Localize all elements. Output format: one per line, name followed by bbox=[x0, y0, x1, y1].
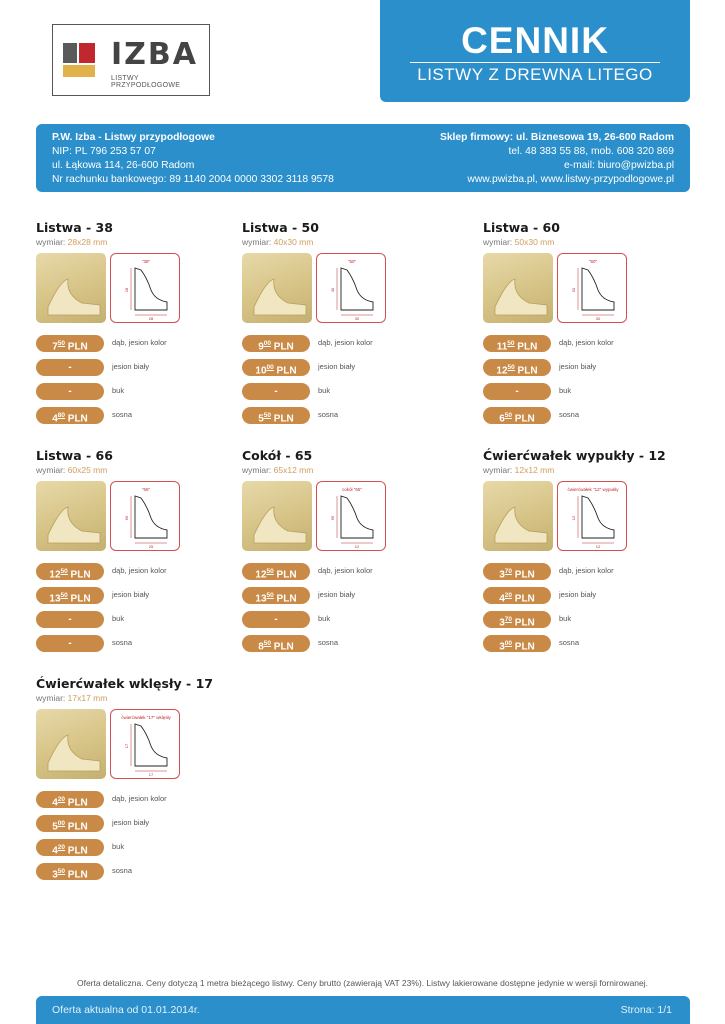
wood-type-label: buk bbox=[112, 386, 125, 395]
price-value: $3^{70}$ PLN bbox=[483, 563, 551, 580]
technical-drawing bbox=[316, 253, 386, 323]
technical-drawing bbox=[557, 481, 627, 551]
molding-profile-icon bbox=[46, 733, 102, 773]
molding-profile-icon bbox=[46, 505, 102, 545]
profile-drawing-icon bbox=[558, 482, 628, 552]
price-value: $6^{50}$ PLN bbox=[483, 407, 551, 424]
page-subtitle: LISTWY Z DREWNA LITEGO bbox=[417, 65, 653, 84]
svg-text:17: 17 bbox=[148, 772, 154, 777]
product-dimension: wymiar: 12x12 mm bbox=[483, 465, 555, 475]
product-images bbox=[242, 253, 442, 325]
price-value: $3^{50}$ PLN bbox=[36, 863, 104, 880]
price-row bbox=[242, 563, 442, 587]
price-value: $5^{00}$ PLN bbox=[36, 815, 104, 832]
price-row bbox=[36, 335, 236, 359]
price-row bbox=[36, 587, 236, 611]
product-name: Ćwierćwałek wypukły - 12 bbox=[483, 448, 666, 463]
product-name: Listwa - 60 bbox=[483, 220, 560, 235]
shop-details bbox=[440, 131, 674, 187]
logo-tagline: LISTWY PRZYPODŁOGOWE bbox=[111, 75, 181, 89]
svg-text:50: 50 bbox=[571, 287, 576, 293]
price-list bbox=[483, 335, 683, 431]
svg-text:"38": "38" bbox=[141, 259, 151, 264]
price-value: - bbox=[242, 383, 310, 400]
wood-type-label: buk bbox=[112, 842, 125, 851]
product-dimension: wymiar: 17x17 mm bbox=[36, 693, 108, 703]
price-value: $5^{50}$ PLN bbox=[242, 407, 310, 424]
product-card bbox=[242, 220, 442, 431]
product-photo bbox=[242, 253, 312, 323]
svg-text:65: 65 bbox=[330, 515, 335, 521]
product-dimension: wymiar: 60x25 mm bbox=[36, 465, 108, 475]
product-card bbox=[483, 448, 683, 659]
svg-text:12: 12 bbox=[354, 544, 360, 549]
product-images bbox=[36, 709, 236, 781]
price-list bbox=[483, 563, 683, 659]
price-value: $13^{50}$ PLN bbox=[242, 587, 310, 604]
wood-type-label: buk bbox=[318, 614, 331, 623]
profile-drawing-icon bbox=[317, 254, 387, 324]
molding-profile-icon bbox=[252, 505, 308, 545]
price-value: $4^{20}$ PLN bbox=[483, 587, 551, 604]
price-row bbox=[242, 407, 442, 431]
price-row bbox=[483, 383, 683, 407]
price-value: $3^{70}$ PLN bbox=[483, 611, 551, 628]
price-row bbox=[36, 863, 236, 887]
wood-type-label: jesion biały bbox=[112, 362, 150, 371]
product-name: Cokół - 65 bbox=[242, 448, 313, 463]
svg-text:60: 60 bbox=[124, 515, 129, 521]
price-row bbox=[36, 383, 236, 407]
shop-email[interactable]: e-mail: biuro@pwizba.pl bbox=[563, 160, 674, 171]
company-info-bar bbox=[36, 124, 690, 192]
price-row bbox=[36, 815, 236, 839]
svg-text:25: 25 bbox=[148, 544, 154, 549]
wood-type-label: dąb, jesion kolor bbox=[112, 794, 167, 803]
price-value: $12^{50}$ PLN bbox=[483, 359, 551, 376]
price-value: $9^{00}$ PLN bbox=[242, 335, 310, 352]
company-details bbox=[52, 131, 334, 187]
wood-type-label: jesion biały bbox=[112, 818, 150, 827]
product-name: Listwa - 38 bbox=[36, 220, 113, 235]
product-dimension: wymiar: 28x28 mm bbox=[36, 237, 108, 247]
technical-drawing bbox=[110, 481, 180, 551]
wood-type-label: dąb, jesion kolor bbox=[112, 338, 167, 347]
price-value: $13^{50}$ PLN bbox=[36, 587, 104, 604]
svg-text:30: 30 bbox=[354, 316, 360, 321]
wood-type-label: sosna bbox=[112, 638, 133, 647]
price-value: - bbox=[36, 359, 104, 376]
price-row bbox=[483, 563, 683, 587]
footer-note: Oferta detaliczna. Ceny dotyczą 1 metra bieżącego listwy. Ceny brutto (zawierają VAT 23%). Listwy lakierowane dostępne jedynie w wersji fornirowanej. bbox=[76, 978, 649, 988]
product-name: Listwa - 50 bbox=[242, 220, 319, 235]
price-row bbox=[36, 611, 236, 635]
price-value: $4^{20}$ PLN bbox=[36, 839, 104, 856]
wood-type-label: sosna bbox=[112, 866, 133, 875]
molding-profile-icon bbox=[493, 277, 549, 317]
price-value: $7^{50}$ PLN bbox=[36, 335, 104, 352]
product-card bbox=[36, 448, 236, 659]
wood-type-label: jesion biały bbox=[559, 362, 597, 371]
price-value: $8^{50}$ PLN bbox=[242, 635, 310, 652]
product-dimension: wymiar: 50x30 mm bbox=[483, 237, 555, 247]
wood-type-label: buk bbox=[318, 386, 331, 395]
product-images bbox=[483, 481, 683, 553]
title-banner bbox=[380, 0, 690, 102]
shop-address: Sklep firmowy: ul. Biznesowa 19, 26-600 Radom bbox=[439, 132, 674, 143]
logo-name: IZBA bbox=[111, 37, 198, 72]
product-dimension: wymiar: 40x30 mm bbox=[242, 237, 314, 247]
technical-drawing bbox=[110, 709, 180, 779]
price-value: - bbox=[36, 611, 104, 628]
price-row bbox=[483, 335, 683, 359]
price-list bbox=[36, 791, 236, 887]
price-row bbox=[242, 359, 442, 383]
molding-profile-icon bbox=[493, 505, 549, 545]
product-photo bbox=[483, 481, 553, 551]
price-value: $4^{20}$ PLN bbox=[36, 791, 104, 808]
price-row bbox=[36, 563, 236, 587]
technical-drawing bbox=[557, 253, 627, 323]
logo-mark-icon bbox=[63, 43, 95, 77]
price-row bbox=[483, 611, 683, 635]
page-title: CENNIK bbox=[461, 20, 609, 61]
wood-type-label: dąb, jesion kolor bbox=[559, 566, 614, 575]
title-divider bbox=[410, 62, 660, 63]
wood-type-label: jesion biały bbox=[112, 590, 150, 599]
product-card bbox=[483, 220, 683, 431]
price-row bbox=[483, 359, 683, 383]
price-value: $12^{50}$ PLN bbox=[242, 563, 310, 580]
price-value: - bbox=[483, 383, 551, 400]
price-list bbox=[36, 563, 236, 659]
price-list bbox=[242, 563, 442, 659]
product-dimension: wymiar: 65x12 mm bbox=[242, 465, 314, 475]
price-row bbox=[242, 635, 442, 659]
page-number: Strona: 1/1 bbox=[620, 1004, 672, 1016]
price-value: $12^{50}$ PLN bbox=[36, 563, 104, 580]
technical-drawing bbox=[110, 253, 180, 323]
price-row bbox=[36, 359, 236, 383]
wood-type-label: dąb, jesion kolor bbox=[318, 566, 373, 575]
product-images bbox=[242, 481, 442, 553]
price-list bbox=[36, 335, 236, 431]
shop-phone: tel. 48 383 55 88, mob. 608 320 869 bbox=[508, 146, 674, 157]
svg-text:ćwierćwałek "12" wypukły: ćwierćwałek "12" wypukły bbox=[567, 487, 619, 492]
profile-drawing-icon bbox=[317, 482, 387, 552]
price-row bbox=[36, 635, 236, 659]
svg-text:40: 40 bbox=[330, 287, 335, 293]
shop-website[interactable]: www.pwizba.pl, www.listwy-przypodlogowe.pl bbox=[467, 174, 674, 185]
svg-text:"50": "50" bbox=[347, 259, 357, 264]
profile-drawing-icon bbox=[111, 710, 181, 780]
svg-text:17: 17 bbox=[124, 743, 129, 749]
wood-type-label: sosna bbox=[112, 410, 133, 419]
product-card bbox=[36, 220, 236, 431]
price-value: - bbox=[242, 611, 310, 628]
price-value: $11^{50}$ PLN bbox=[483, 335, 551, 352]
wood-type-label: sosna bbox=[559, 410, 580, 419]
wood-type-label: jesion biały bbox=[318, 590, 356, 599]
price-value: $3^{00}$ PLN bbox=[483, 635, 551, 652]
svg-text:"66": "66" bbox=[141, 487, 151, 492]
price-row bbox=[242, 335, 442, 359]
svg-text:28: 28 bbox=[124, 287, 129, 293]
svg-text:"60": "60" bbox=[588, 259, 598, 264]
wood-type-label: buk bbox=[112, 614, 125, 623]
product-photo bbox=[483, 253, 553, 323]
molding-profile-icon bbox=[46, 277, 102, 317]
price-row bbox=[483, 587, 683, 611]
company-address: ul. Łąkowa 114, 26-600 Radom bbox=[52, 160, 195, 171]
price-value: $10^{00}$ PLN bbox=[242, 359, 310, 376]
price-row bbox=[242, 383, 442, 407]
wood-type-label: sosna bbox=[318, 410, 339, 419]
technical-drawing bbox=[316, 481, 386, 551]
profile-drawing-icon bbox=[111, 482, 181, 552]
product-card bbox=[242, 448, 442, 659]
price-row bbox=[483, 407, 683, 431]
wood-type-label: buk bbox=[559, 614, 572, 623]
product-name: Ćwierćwałek wklęsły - 17 bbox=[36, 676, 213, 691]
profile-drawing-icon bbox=[111, 254, 181, 324]
footer-bar bbox=[36, 996, 690, 1024]
price-row bbox=[483, 635, 683, 659]
product-photo bbox=[36, 709, 106, 779]
product-images bbox=[36, 253, 236, 325]
price-row bbox=[36, 791, 236, 815]
price-value: - bbox=[36, 383, 104, 400]
product-images bbox=[36, 481, 236, 553]
wood-type-label: sosna bbox=[559, 638, 580, 647]
svg-text:cokół "65": cokół "65" bbox=[342, 487, 362, 492]
wood-type-label: dąb, jesion kolor bbox=[318, 338, 373, 347]
price-row bbox=[242, 587, 442, 611]
price-row bbox=[36, 407, 236, 431]
company-nip: NIP: PL 796 253 57 07 bbox=[52, 146, 156, 157]
wood-type-label: dąb, jesion kolor bbox=[559, 338, 614, 347]
price-value: $4^{80}$ PLN bbox=[36, 407, 104, 424]
wood-type-label: jesion biały bbox=[559, 590, 597, 599]
price-value: - bbox=[36, 635, 104, 652]
price-list bbox=[242, 335, 442, 431]
offer-valid-date: Oferta aktualna od 01.01.2014r. bbox=[52, 1004, 200, 1016]
product-images bbox=[483, 253, 683, 325]
molding-profile-icon bbox=[252, 277, 308, 317]
svg-text:30: 30 bbox=[595, 316, 601, 321]
company-name: P.W. Izba - Listwy przypodłogowe bbox=[52, 132, 215, 143]
product-card bbox=[36, 676, 236, 887]
wood-type-label: jesion biały bbox=[318, 362, 356, 371]
svg-text:28: 28 bbox=[148, 316, 154, 321]
svg-text:12: 12 bbox=[595, 544, 601, 549]
product-name: Listwa - 66 bbox=[36, 448, 113, 463]
price-row bbox=[36, 839, 236, 863]
wood-type-label: buk bbox=[559, 386, 572, 395]
product-photo bbox=[242, 481, 312, 551]
product-photo bbox=[36, 481, 106, 551]
wood-type-label: sosna bbox=[318, 638, 339, 647]
company-bank: Nr rachunku bankowego: 89 1140 2004 0000 3302 3118 9578 bbox=[52, 174, 334, 185]
profile-drawing-icon bbox=[558, 254, 628, 324]
price-row bbox=[242, 611, 442, 635]
product-photo bbox=[36, 253, 106, 323]
svg-text:ćwierćwałek "17" wklęsły: ćwierćwałek "17" wklęsły bbox=[121, 715, 171, 720]
wood-type-label: dąb, jesion kolor bbox=[112, 566, 167, 575]
company-logo bbox=[52, 24, 210, 96]
svg-text:12: 12 bbox=[571, 515, 576, 521]
